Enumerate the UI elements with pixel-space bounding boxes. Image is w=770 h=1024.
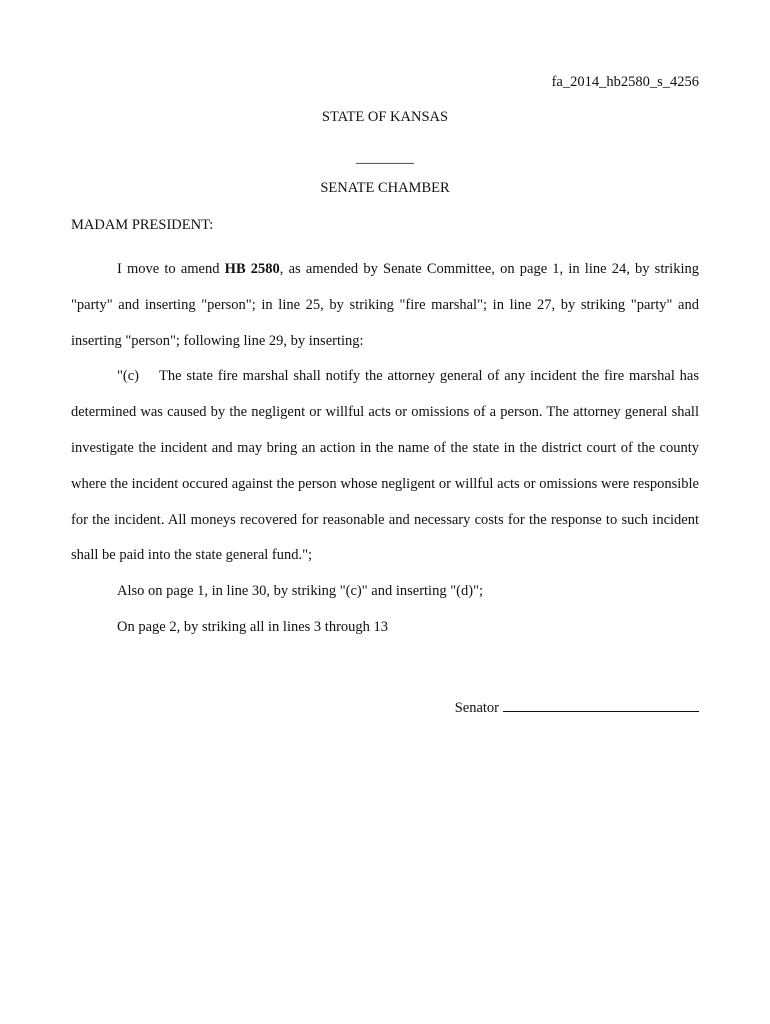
heading-rule: ________ xyxy=(356,150,414,166)
state-heading: STATE OF KANSAS xyxy=(321,109,449,125)
signature-label: Senator xyxy=(454,700,499,716)
amendment-body xyxy=(71,252,699,646)
subsection-text: The state fire marshal shall notify the attorney general of any incident the fire marshal has determined was caused by the negligent or willful acts or omissions of a person. The attorney general shall investigate the incident and may bring an action in the name of the state in the district court of the county where the incident occured against the person whose negligent or willful acts or omissions were responsible for the incident. All moneys recovered for reasonable and necessary costs for the response to such incident shall be paid into the state general fund."; xyxy=(71,368,699,564)
amendment-paragraph-4: On page 2, by striking all in lines 3 through 13 xyxy=(117,618,389,635)
amendment-paragraph-3: Also on page 1, in line 30, by striking "(c)" and inserting "(d)"; xyxy=(117,583,483,600)
signature-block xyxy=(455,697,699,717)
paragraph-1-text: , as amended by Senate Committee, on page 1, in line 24, by striking "party" and inserting "person"; in line 25, by striking "fire marshal"; in line 27, by striking "party" and inserting "person"; following line 29, by inserting: xyxy=(71,261,699,349)
amendment-paragraph-1 xyxy=(71,252,699,359)
chamber-heading: SENATE CHAMBER xyxy=(320,180,450,196)
document-id: fa_2014_hb2580_s_4256 xyxy=(551,74,699,90)
signature-line xyxy=(503,697,699,712)
salutation: MADAM PRESIDENT: xyxy=(71,217,214,233)
amendment-paragraph-2 xyxy=(71,359,699,574)
subsection-label: "(c) xyxy=(117,368,140,385)
paragraph-1-intro: I move to amend xyxy=(117,261,225,277)
bill-number: HB 2580 xyxy=(224,261,280,277)
